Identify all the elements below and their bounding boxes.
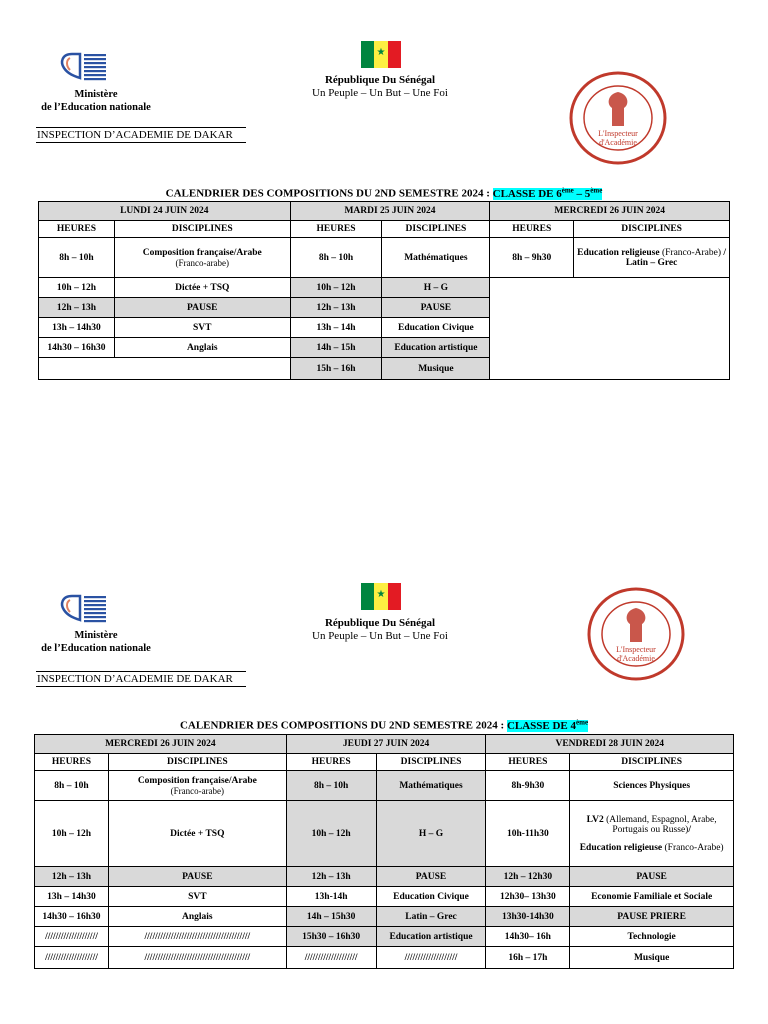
table-cell: //////////////////// xyxy=(35,927,109,947)
table-cell: Education Civique xyxy=(382,318,490,338)
table-cell: 14h – 15h30 xyxy=(286,907,376,927)
table-cell: 13h – 14h xyxy=(290,318,382,338)
ministry-line2: de l’Education nationale xyxy=(41,102,151,113)
table-cell: Education artistique xyxy=(376,927,486,947)
day-header: JEUDI 27 JUIN 2024 xyxy=(286,735,486,754)
table-cell: 10h-11h30 xyxy=(486,801,570,867)
table-cell: //////////////////// xyxy=(286,947,376,969)
table-cell: Education religieuse (Franco-Arabe) / Latin – Grec xyxy=(574,238,730,278)
table-cell: H – G xyxy=(382,278,490,298)
table-cell: 12h – 13h xyxy=(290,298,382,318)
day-header: MARDI 25 JUIN 2024 xyxy=(290,202,490,221)
table-cell: //////////////////////////////////////// xyxy=(108,927,286,947)
table-cell: PAUSE xyxy=(382,298,490,318)
table-cell: Composition française/Arabe (Franco-arabe) xyxy=(108,771,286,801)
table-cell: PAUSE xyxy=(376,867,486,887)
calendar-1-title xyxy=(0,186,768,200)
col-header: HEURES xyxy=(286,754,376,771)
table-cell: 12h – 12h30 xyxy=(486,867,570,887)
ministry-logo-icon xyxy=(58,52,108,82)
calendar-2-table xyxy=(34,734,734,969)
table-cell: Anglais xyxy=(114,338,290,358)
ministry-line1: Ministère xyxy=(74,89,118,100)
republic-motto: Un Peuple – Un But – Une Foi xyxy=(312,630,448,642)
table-cell: Dictée + TSQ xyxy=(108,801,286,867)
col-header: HEURES xyxy=(490,221,574,238)
ministry-line2: de l’Education nationale xyxy=(41,643,151,654)
calendar-2-class: CLASSE DE 4ème xyxy=(506,718,589,732)
table-cell: SVT xyxy=(108,887,286,907)
table-cell: Sciences Physiques xyxy=(570,771,734,801)
empty-cell xyxy=(490,278,730,380)
table-cell: //////////////////////////////////////// xyxy=(108,947,286,969)
col-header: DISCIPLINES xyxy=(570,754,734,771)
republic-name: République Du Sénégal xyxy=(324,617,436,629)
table-cell: 14h30 – 16h30 xyxy=(35,907,109,927)
seal-center-2: d'Académie xyxy=(617,654,655,663)
republic-name: République Du Sénégal xyxy=(324,74,436,86)
table-cell: Dictée + TSQ xyxy=(114,278,290,298)
inspector-seal-icon xyxy=(586,586,686,682)
table-cell: PAUSE xyxy=(114,298,290,318)
day-header: MERCREDI 26 JUIN 2024 xyxy=(35,735,287,754)
inspection-label: INSPECTION D’ACADEMIE DE DAKAR xyxy=(36,671,246,687)
inspector-seal-icon xyxy=(568,70,668,166)
calendar-section-1 xyxy=(0,0,768,400)
table-cell: Education artistique xyxy=(382,338,490,358)
table-cell: 8h – 10h xyxy=(290,238,382,278)
ministry-label xyxy=(34,88,158,114)
calendar-2-title-text: CALENDRIER DES COMPOSITIONS DU 2ND SEMESTRE 2024 : xyxy=(179,719,507,732)
table-cell: 10h – 12h xyxy=(286,801,376,867)
table-cell: 10h – 12h xyxy=(39,278,115,298)
col-header: DISCIPLINES xyxy=(108,754,286,771)
table-cell: 14h – 15h xyxy=(290,338,382,358)
ministry-logo-icon xyxy=(58,594,108,624)
table-cell: Mathématiques xyxy=(376,771,486,801)
col-header: DISCIPLINES xyxy=(376,754,486,771)
republic-header xyxy=(280,74,480,100)
calendar-1-title-text: CALENDRIER DES COMPOSITIONS DU 2ND SEMESTRE 2024 : xyxy=(165,187,493,200)
seal-center-2: d'Académie xyxy=(599,138,637,147)
col-header: DISCIPLINES xyxy=(114,221,290,238)
table-cell: Anglais xyxy=(108,907,286,927)
table-cell: Technologie xyxy=(570,927,734,947)
senegal-flag-icon: ★ xyxy=(361,583,401,610)
seal-center-1: L'Inspecteur xyxy=(616,645,656,654)
col-header: HEURES xyxy=(290,221,382,238)
table-cell: 8h – 9h30 xyxy=(490,238,574,278)
table-cell: PAUSE xyxy=(108,867,286,887)
calendar-1-table xyxy=(38,201,730,380)
table-cell: Composition française/Arabe (Franco-arabe) xyxy=(114,238,290,278)
table-cell: Economie Familiale et Sociale xyxy=(570,887,734,907)
table-cell: 16h – 17h xyxy=(486,947,570,969)
table-cell: 15h – 16h xyxy=(290,358,382,380)
table-cell: 13h – 14h30 xyxy=(39,318,115,338)
table-cell: 8h – 10h xyxy=(286,771,376,801)
col-header: DISCIPLINES xyxy=(574,221,730,238)
table-cell: 12h – 13h xyxy=(286,867,376,887)
table-cell: Mathématiques xyxy=(382,238,490,278)
table-cell: SVT xyxy=(114,318,290,338)
col-header: HEURES xyxy=(35,754,109,771)
republic-motto: Un Peuple – Un But – Une Foi xyxy=(312,87,448,99)
table-cell: Education Civique xyxy=(376,887,486,907)
table-cell: 15h30 – 16h30 xyxy=(286,927,376,947)
table-cell: LV2 (Allemand, Espagnol, Arabe, Portugais ou Russe)/ Education religieuse (Franco-Arabe) xyxy=(570,801,734,867)
calendar-1-class: CLASSE DE 6ème – 5ème xyxy=(492,186,603,200)
ministry-line1: Ministère xyxy=(74,630,118,641)
table-cell: 12h30– 13h30 xyxy=(486,887,570,907)
table-cell: 8h-9h30 xyxy=(486,771,570,801)
table-cell: H – G xyxy=(376,801,486,867)
calendar-2-title xyxy=(0,718,768,732)
table-cell: 14h30– 16h xyxy=(486,927,570,947)
table-cell: 8h – 10h xyxy=(39,238,115,278)
table-cell: PAUSE PRIERE xyxy=(570,907,734,927)
col-header: HEURES xyxy=(486,754,570,771)
table-cell: Musique xyxy=(570,947,734,969)
empty-cell xyxy=(39,358,291,380)
day-header: VENDREDI 28 JUIN 2024 xyxy=(486,735,734,754)
day-header: LUNDI 24 JUIN 2024 xyxy=(39,202,291,221)
ministry-label xyxy=(34,629,158,655)
seal-center-1: L'Inspecteur xyxy=(598,129,638,138)
table-cell: Musique xyxy=(382,358,490,380)
table-cell: 13h – 14h30 xyxy=(35,887,109,907)
col-header: DISCIPLINES xyxy=(382,221,490,238)
table-cell: 13h-14h xyxy=(286,887,376,907)
table-cell: //////////////////// xyxy=(35,947,109,969)
table-cell: //////////////////// xyxy=(376,947,486,969)
inspection-label: INSPECTION D’ACADEMIE DE DAKAR xyxy=(36,127,246,143)
table-cell: 14h30 – 16h30 xyxy=(39,338,115,358)
col-header: HEURES xyxy=(39,221,115,238)
republic-header xyxy=(280,617,480,643)
day-header: MERCREDI 26 JUIN 2024 xyxy=(490,202,730,221)
table-cell: Latin – Grec xyxy=(376,907,486,927)
table-cell: 10h – 12h xyxy=(35,801,109,867)
senegal-flag-icon: ★ xyxy=(361,41,401,68)
table-cell: 12h – 13h xyxy=(35,867,109,887)
table-cell: 13h30-14h30 xyxy=(486,907,570,927)
table-cell: 10h – 12h xyxy=(290,278,382,298)
table-cell: 12h – 13h xyxy=(39,298,115,318)
table-cell: PAUSE xyxy=(570,867,734,887)
table-cell: 8h – 10h xyxy=(35,771,109,801)
